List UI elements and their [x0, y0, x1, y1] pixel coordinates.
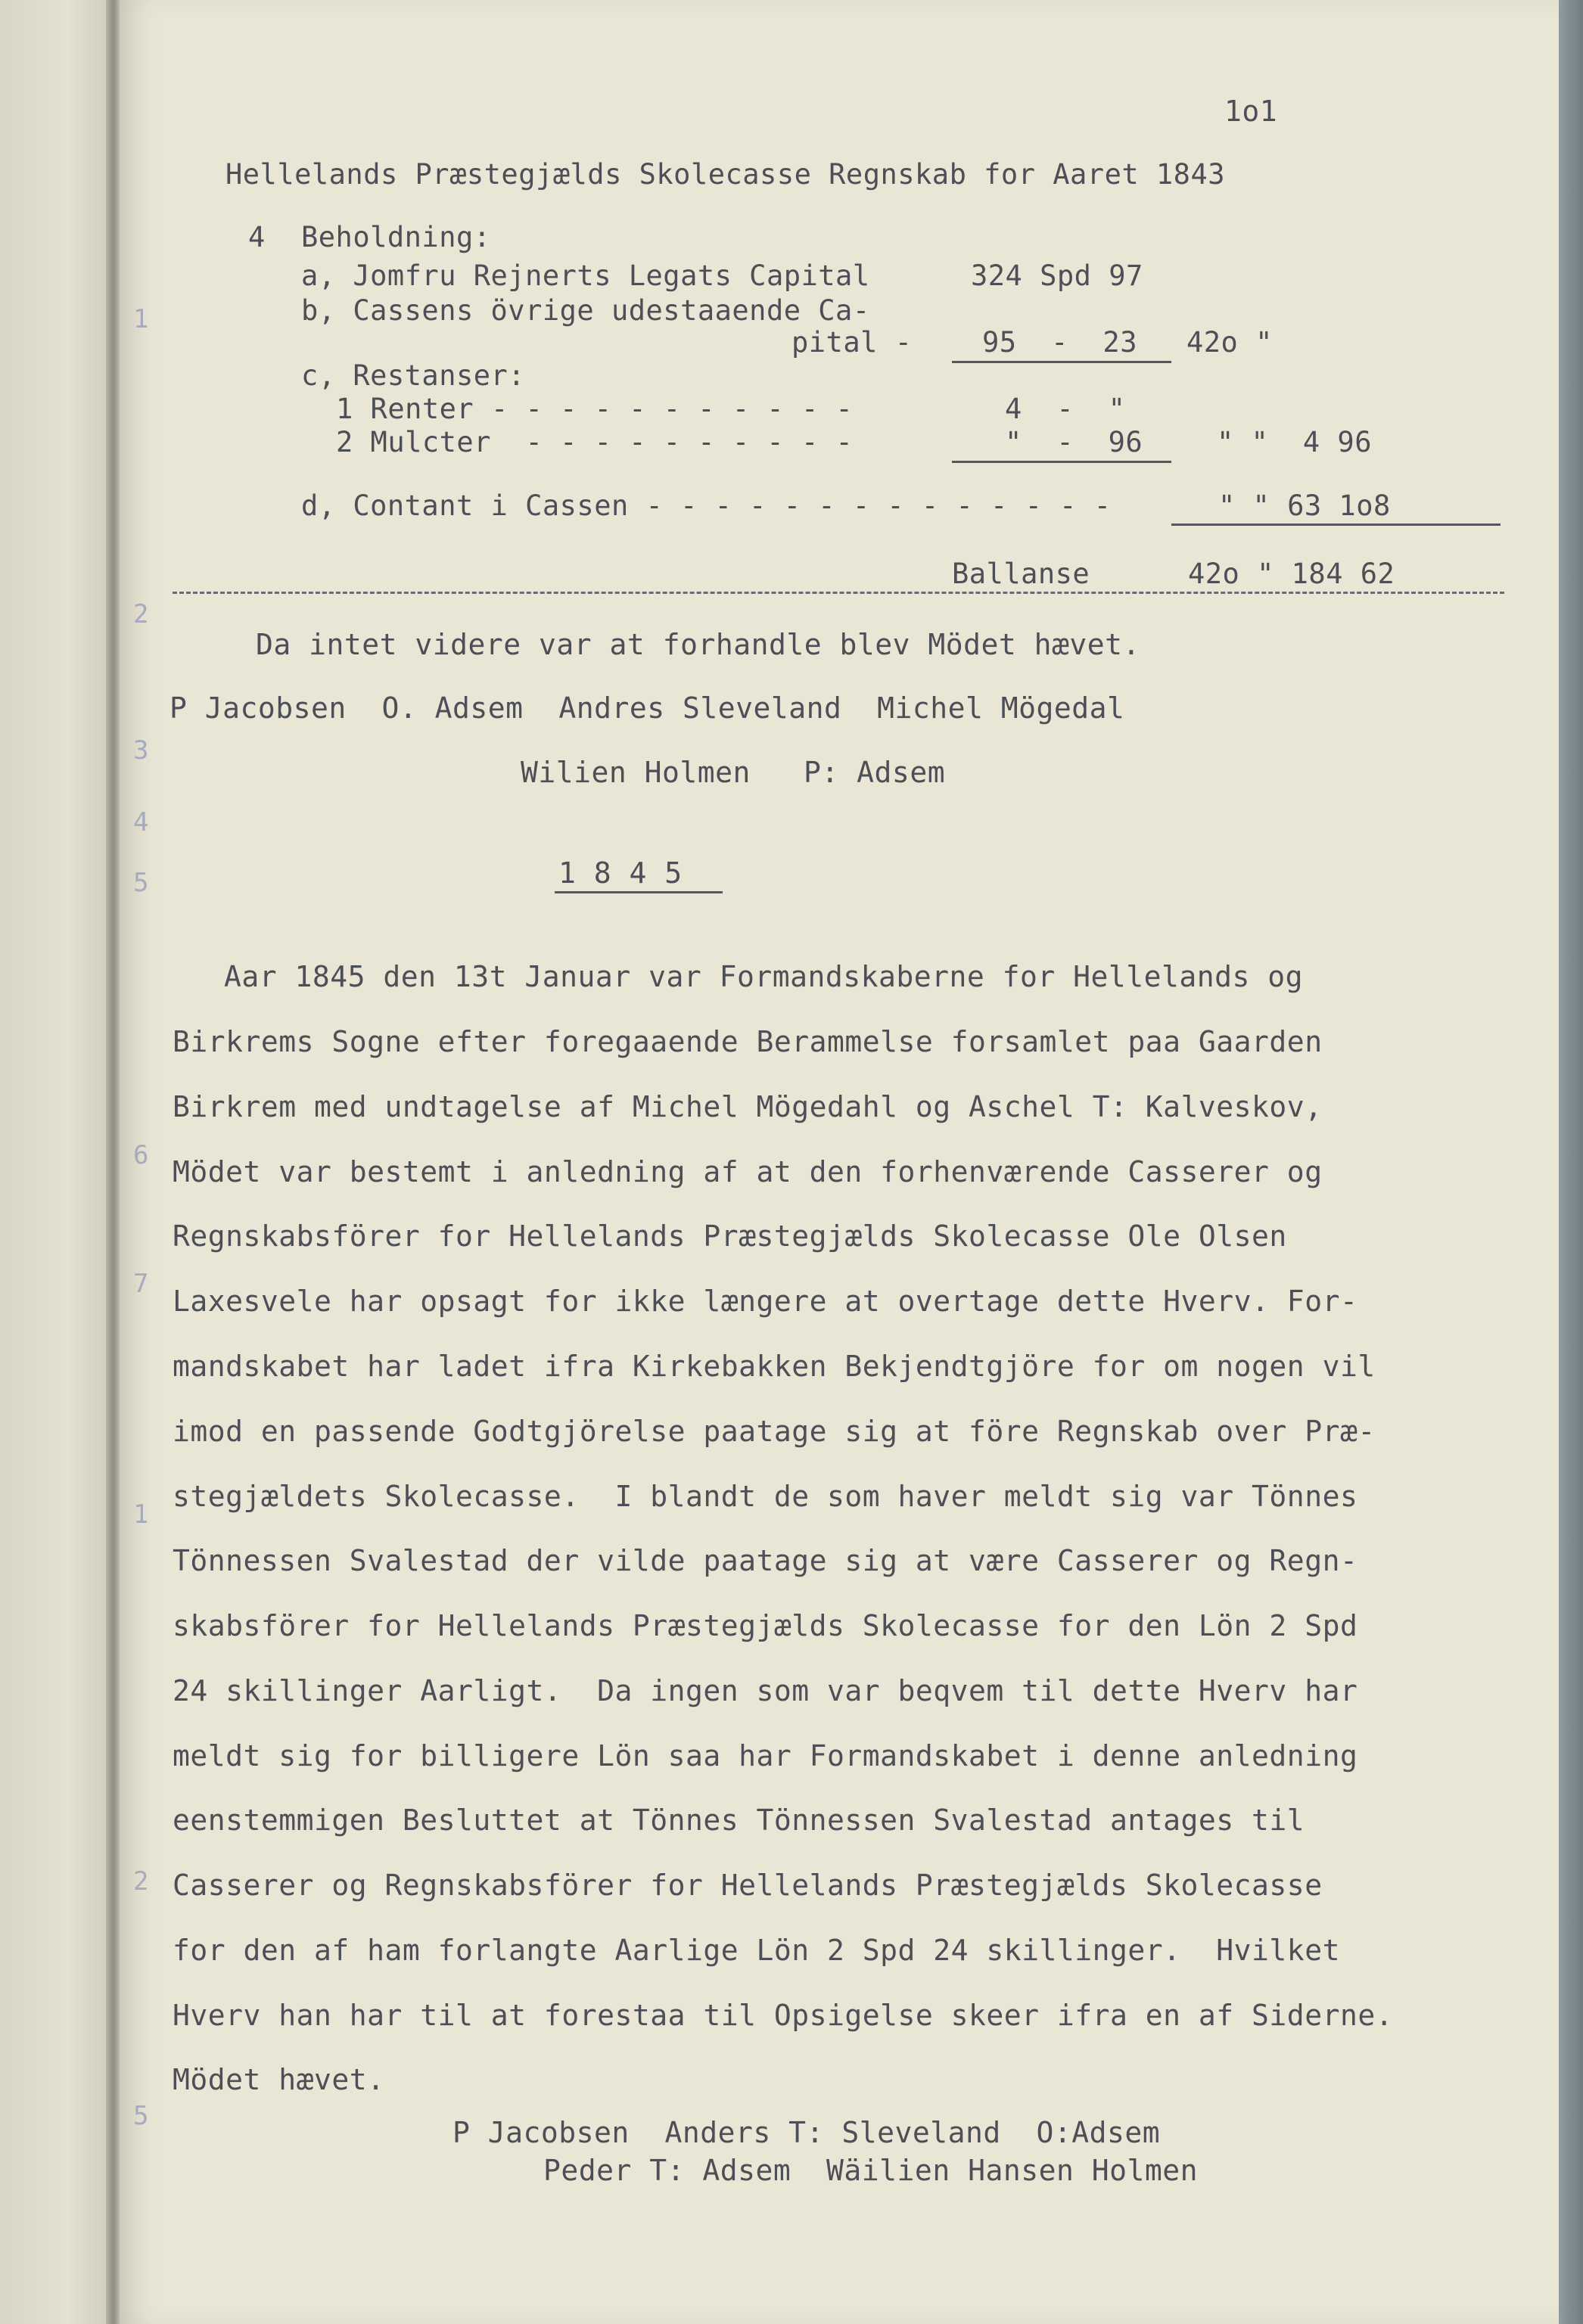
underline — [952, 461, 1171, 463]
body-line: Regnskabsförer for Hellelands Præstegjælds Skolecasse Ole Olsen — [173, 1219, 1287, 1253]
item-d-total: " " 63 1o8 — [1218, 489, 1391, 522]
item-d-label: d, Contant i Cassen - - - - - - - - - - - - - - — [301, 489, 1112, 522]
body-line: 24 skillinger Aarligt. Da ingen som var beqvem til dette Hverv har — [173, 1674, 1358, 1707]
account-title: Hellelands Præstegjælds Skolecasse Regnskab for Aaret 1843 — [225, 158, 1226, 191]
body-line: for den af ham forlangte Aarlige Lön 2 Spd 24 skillinger. Hvilket — [173, 1934, 1340, 1967]
body-line: Tönnessen Svalestad der vilde paatage sig at være Casserer og Regn- — [173, 1544, 1358, 1577]
document-page — [120, 0, 1559, 2324]
left-strip-mark: 2 — [133, 1866, 149, 1897]
body-line: meldt sig for billigere Lön saa har Formandskabet i denne anledning — [173, 1739, 1358, 1773]
left-strip-mark: 6 — [133, 1140, 149, 1170]
ballance-total: 42o " 184 62 — [1188, 558, 1395, 590]
year-heading: 1 8 4 5 — [558, 856, 683, 890]
ballance-label: Ballanse — [952, 558, 1090, 590]
item-b-label-cont: pital - — [792, 326, 913, 359]
body-line: Casserer og Regnskabsförer for Hellelands Præstegjælds Skolecasse — [173, 1869, 1323, 1902]
item-b-amount: 95 - 23 — [982, 326, 1137, 359]
signature-line: Peder T: Adsem Wäilien Hansen Holmen — [543, 2154, 1198, 2187]
book-gutter — [106, 0, 121, 2324]
item-c2-label: 2 Mulcter - - - - - - - - - - — [336, 426, 854, 458]
body-line: stegjældets Skolecasse. I blandt de som haver meldt sig var Tönnes — [173, 1480, 1358, 1513]
body-line: eenstemmigen Besluttet at Tönnes Tönnessen Svalestad antages til — [173, 1804, 1305, 1837]
left-strip-mark: 1 — [133, 1499, 149, 1530]
body-line: Laxesvele har opsagt for ikke længere at overtage dette Hverv. For- — [173, 1285, 1358, 1318]
heading-underline — [555, 891, 723, 893]
item-c-label: c, Restanser: — [301, 359, 526, 392]
item-a-label: a, Jomfru Rejnerts Legats Capital — [301, 259, 870, 292]
body-line: imod en passende Godtgjörelse paatage sig at före Regnskab over Præ- — [173, 1415, 1376, 1448]
item-c2-amount: " - 96 — [1005, 426, 1143, 458]
closing-line: Da intet videre var at forhandle blev Mödet hævet. — [256, 628, 1140, 661]
signature-line: Wilien Holmen P: Adsem — [521, 756, 946, 789]
left-strip-mark: 1 — [133, 304, 149, 334]
body-line: Mödet hævet. — [173, 2063, 385, 2096]
body-line: Mödet var bestemt i anledning af at den forhenværende Casserer og — [173, 1155, 1323, 1188]
left-strip-mark: 4 — [133, 807, 149, 837]
left-strip-mark: 3 — [133, 735, 149, 766]
signature-line: P Jacobsen O. Adsem Andres Sleveland Michel Mögedal — [169, 691, 1125, 725]
signature-line: P Jacobsen Anders T: Sleveland O:Adsem — [453, 2116, 1161, 2149]
item-b-label: b, Cassens övrige udestaaende Ca- — [301, 294, 870, 327]
body-line: mandskabet har ladet ifra Kirkebakken Bekjendtgjöre for om nogen vil — [173, 1350, 1376, 1383]
item-c1-label: 1 Renter - - - - - - - - - - - — [336, 393, 854, 425]
left-strip-mark: 7 — [133, 1269, 149, 1299]
left-strip-mark: 2 — [133, 599, 149, 629]
body-line: Birkrems Sogne efter foregaaende Berammelse forsamlet paa Gaarden — [173, 1025, 1323, 1058]
item-a-amount: 324 Spd 97 — [971, 259, 1143, 292]
item-c1-amount: 4 - " — [1005, 393, 1126, 425]
previous-page-edge — [0, 0, 114, 2324]
scanner-background — [1559, 0, 1583, 2324]
underline — [952, 361, 1171, 363]
left-strip-mark: 5 — [133, 868, 149, 898]
body-line: Hverv han har til at forestaa til Opsigelse skeer ifra en af Siderne. — [173, 1999, 1394, 2032]
item-b-total: 42o " — [1186, 326, 1273, 359]
body-line: skabsförer for Hellelands Præstegjælds Skolecasse for den Lön 2 Spd — [173, 1609, 1358, 1642]
underline — [1171, 524, 1501, 526]
section-number: 4 — [248, 221, 266, 253]
section-label: Beholdning: — [301, 221, 491, 253]
page-number: 1o1 — [1224, 95, 1278, 128]
section-divider — [173, 592, 1504, 594]
body-line: Birkrem med undtagelse af Michel Mögedahl og Aschel T: Kalveskov, — [173, 1090, 1323, 1123]
left-strip-mark: 5 — [133, 2101, 149, 2131]
body-line: Aar 1845 den 13t Januar var Formandskaberne for Hellelands og — [224, 960, 1304, 993]
item-c2-total: " " 4 96 — [1217, 426, 1372, 458]
